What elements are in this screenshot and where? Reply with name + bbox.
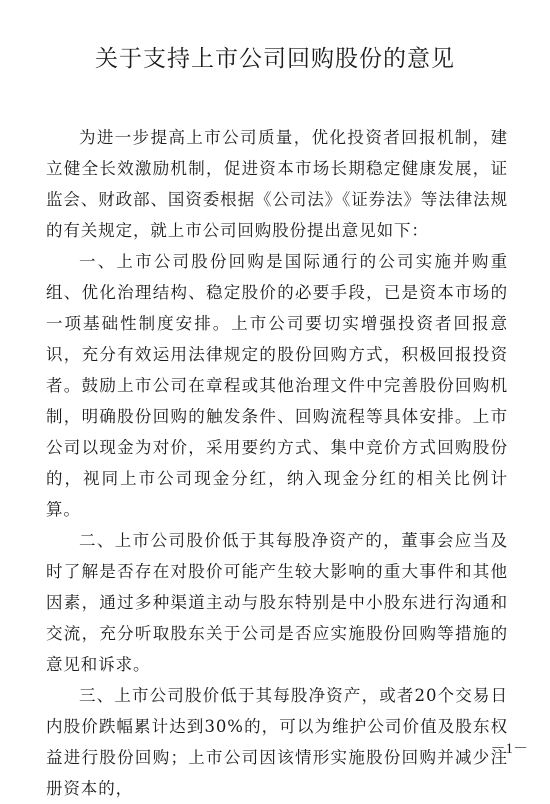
page-number: －1－ bbox=[490, 741, 528, 757]
paragraph-article-2: 二、上市公司股价低于其每股净资产的，董事会应当及时了解是否存在对股价可能产生较大影响的重大事件和其他因素，通过多种渠道主动与股东特别是中小股东进行沟通和交流，充分听取股东关于公司是否应实施股份回购等措施的意见和诉求。 bbox=[46, 531, 508, 674]
paragraph-article-3: 三、上市公司股价低于其每股净资产，或者20个交易日内股价跌幅累计达到30%的，可以为维护公司价值及股东权益进行股份回购；上市公司因该情形实施股份回购并减少注册资本的， bbox=[46, 686, 508, 798]
paragraph-intro: 为进一步提高上市公司质量，优化投资者回报机制，建立健全长效激励机制，促进资本市场长期稳定健康发展，证监会、财政部、国资委根据《公司法》《证券法》等法律法规的有关规定，就上市公司回购股份提出意见如下： bbox=[46, 128, 508, 240]
document-body bbox=[46, 122, 508, 804]
paragraph-article-1: 一、上市公司股份回购是国际通行的公司实施并购重组、优化治理结构、稳定股价的必要手段，已是资本市场的一项基础性制度安排。上市公司要切实增强投资者回报意识，充分有效运用法律规定的股份回购方式，积极回报投资者。鼓励上市公司在章程或其他治理文件中完善股份回购机制，明确股份回购的触发条件、回购流程等具体安排。上市公司以现金为对价，采用要约方式、集中竞价方式回购股份的，视同上市公司现金分红，纳入现金分红的相关比例计算。 bbox=[46, 252, 508, 519]
document-title: 关于支持上市公司回购股份的意见 bbox=[95, 46, 455, 72]
